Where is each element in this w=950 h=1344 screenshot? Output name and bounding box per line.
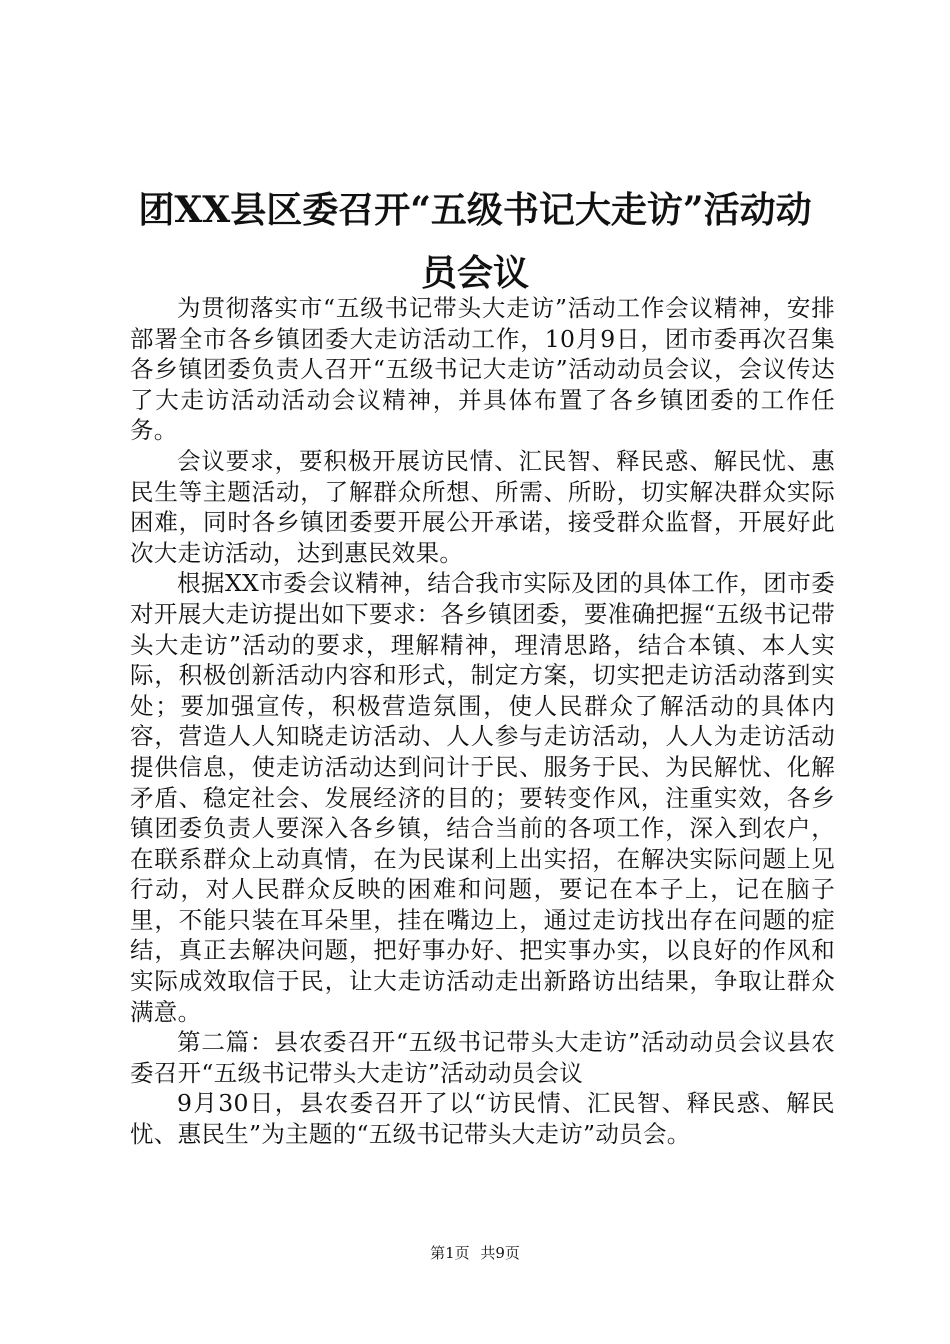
page-total: 共9页 [480,1244,520,1262]
document-title-line1: 团XX县区委召开“五级书记大走访”活动动 [138,189,812,231]
page-number: 第1页 [430,1244,470,1262]
page-footer [0,1243,950,1263]
paragraph-4-section-heading: 第二篇：县农委召开“五级书记带头大走访”活动动员会议县农委召开“五级书记带头大走访”活动动员会议 [130,1028,835,1087]
paragraph-2: 会议要求，要积极开展访民情、汇民智、释民惑、解民忧、惠民生等主题活动，了解群众所想、所需、所盼，切实解决群众实际困难，同时各乡镇团委要开展公开承诺，接受群众监督，开展好此次大走访活动，达到惠民效果。 [130,446,835,567]
paragraph-1: 为贯彻落实市“五级书记带头大走访”活动工作会议精神，安排部署全市各乡镇团委大走访活动工作，10月9日，团市委再次召集各乡镇团委负责人召开“五级书记大走访”活动动员会议，会议传达了大走访活动活动会议精神，并具体布置了各乡镇团委的工作任务。 [130,294,835,445]
paragraph-5: 9月30日，县农委召开了以“访民情、汇民智、释民惑、解民忧、惠民生”为主题的“五级书记带头大走访”动员会。 [130,1089,835,1149]
paragraph-3: 根据XX市委会议精神，结合我市实际及团的具体工作，团市委对开展大走访提出如下要求：各乡镇团委，要准确把握“五级书记带头大走访”活动的要求，理解精神，理清思路，结合本镇、本人实际，积极创新活动内容和形式，制定方案，切实把走访活动落到实处；要加强宣传，积极营造氛围，使人民群众了解活动的具体内容，营造人人知晓走访活动、人人参与走访活动，人人为走访活动提供信息，使走访活动达到问计于民、服务于民、为民解忧、化解矛盾、稳定社会、发展经济的目的；要转变作风，注重实效，各乡镇团委负责人要深入各乡镇，结合当前的各项工作，深入到农户，在联系群众上动真情，在为民谋利上出实招，在解决实际问题上见行动，对人民群众反映的困难和问题，要记在本子上，记在脑子里，不能只装在耳朵里，挂在嘴边上，通过走访找出存在问题的症结，真正去解决问题，把好事办好、把实事办实，以良好的作风和实际成效取信于民，让大走访活动走出新路访出结果，争取让群众满意。 [130,569,835,1026]
document-title-line2: 员会议 [420,252,529,294]
document-body [130,293,835,1150]
